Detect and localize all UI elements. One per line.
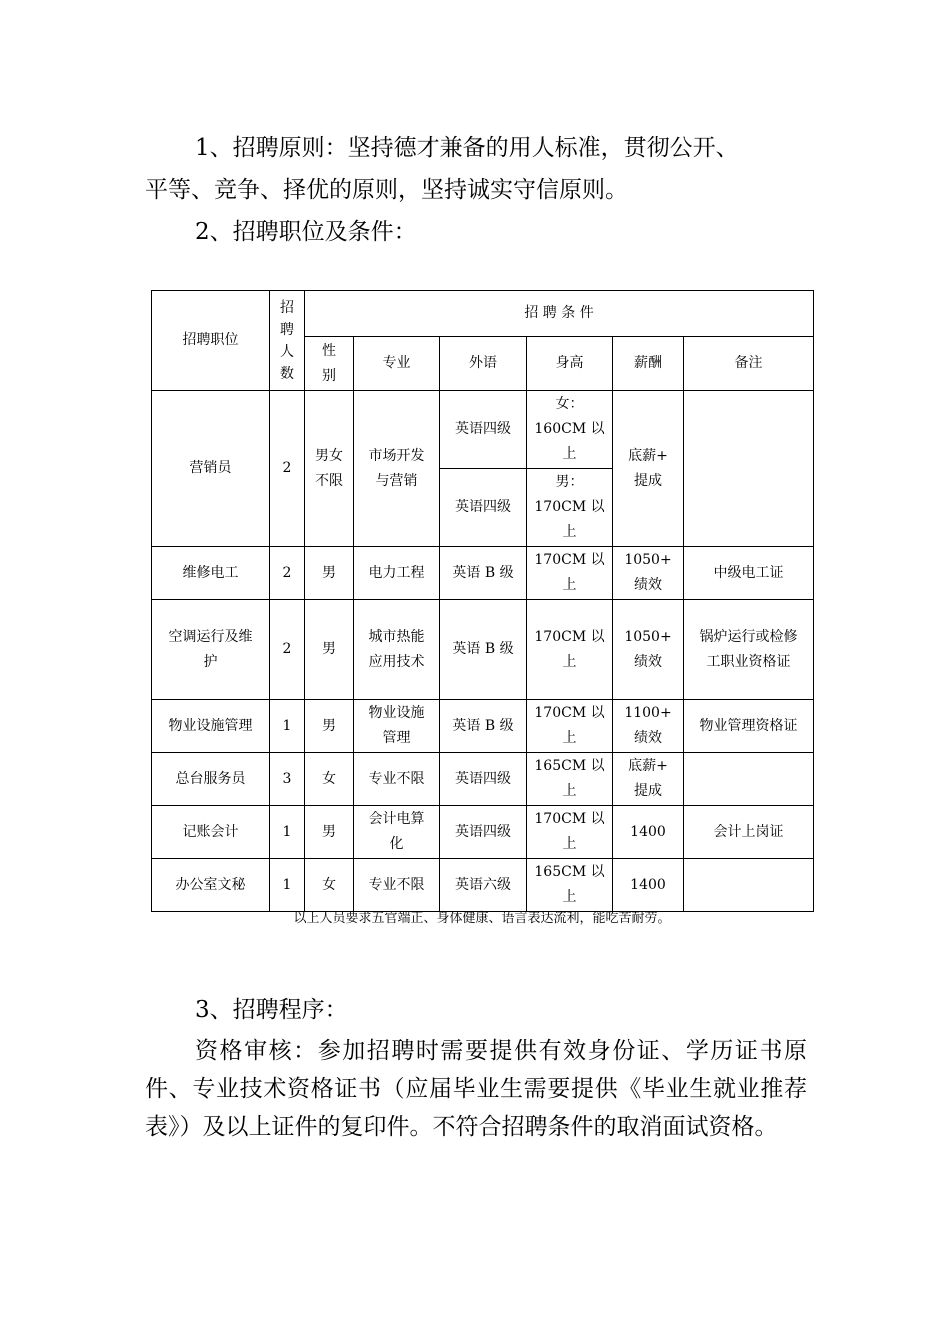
cell-salary: 1050+ 绩效 xyxy=(613,547,684,600)
cell-height: 165CM 以 上 xyxy=(527,753,613,806)
cell-major: 城市热能 应用技术 xyxy=(354,600,440,700)
cell-salary: 1400 xyxy=(613,859,684,912)
cell-language: 英语 B 级 xyxy=(440,600,527,700)
cell-remarks xyxy=(684,859,814,912)
principle-line-2: 平等、竞争、择优的原则，坚持诚实守信原则。 xyxy=(145,177,628,203)
cell-remarks: 会计上岗证 xyxy=(684,806,814,859)
table-row xyxy=(152,547,814,600)
cell-gender: 男女 不限 xyxy=(305,391,354,547)
cell-height: 165CM 以 上 xyxy=(527,859,613,912)
header-gender: 性 别 xyxy=(305,337,354,391)
cell-language: 英语四级 xyxy=(440,806,527,859)
cell-position: 办公室文秘 xyxy=(152,859,270,912)
cell-gender: 男 xyxy=(305,547,354,600)
table-footnote: 以上人员要求五官端正、身体健康、语言表达流利，能吃苦耐劳。 xyxy=(293,911,671,926)
cell-major: 物业设施 管理 xyxy=(354,700,440,753)
cell-height: 170CM 以 上 xyxy=(527,547,613,600)
cell-height: 女： 160CM 以 上 xyxy=(527,391,613,469)
cell-height: 男： 170CM 以 上 xyxy=(527,469,613,547)
cell-salary: 1100+ 绩效 xyxy=(613,700,684,753)
header-count: 招 聘 人 数 xyxy=(270,291,305,391)
cell-gender: 女 xyxy=(305,753,354,806)
header-conditions: 招 聘 条 件 xyxy=(305,291,814,337)
table-row xyxy=(152,859,814,912)
cell-gender: 男 xyxy=(305,600,354,700)
cell-major: 专业不限 xyxy=(354,753,440,806)
table-row xyxy=(152,806,814,859)
cell-remarks xyxy=(684,391,814,547)
cell-gender: 男 xyxy=(305,700,354,753)
cell-position: 总台服务员 xyxy=(152,753,270,806)
cell-height: 170CM 以 上 xyxy=(527,806,613,859)
header-height: 身高 xyxy=(527,337,613,391)
table-header-row xyxy=(152,291,814,337)
cell-language: 英语四级 xyxy=(440,391,527,469)
cell-gender: 女 xyxy=(305,859,354,912)
cell-remarks xyxy=(684,753,814,806)
cell-salary: 底薪+ 提成 xyxy=(613,391,684,547)
header-position: 招聘职位 xyxy=(152,291,270,391)
cell-count: 2 xyxy=(270,600,305,700)
cell-major: 市场开发 与营销 xyxy=(354,391,440,547)
header-remarks: 备注 xyxy=(684,337,814,391)
table-row xyxy=(152,753,814,806)
cell-position: 记账会计 xyxy=(152,806,270,859)
table-row xyxy=(152,391,814,469)
positions-heading: 2、招聘职位及条件： xyxy=(195,219,417,245)
cell-remarks: 锅炉运行或检修 工职业资格证 xyxy=(684,600,814,700)
cell-position: 空调运行及维 护 xyxy=(152,600,270,700)
cell-height: 170CM 以 上 xyxy=(527,600,613,700)
cell-language: 英语 B 级 xyxy=(440,700,527,753)
procedure-heading: 3、招聘程序： xyxy=(195,997,348,1023)
cell-major: 专业不限 xyxy=(354,859,440,912)
cell-count: 2 xyxy=(270,391,305,547)
cell-height: 170CM 以 上 xyxy=(527,700,613,753)
cell-language: 英语四级 xyxy=(440,753,527,806)
cell-gender: 男 xyxy=(305,806,354,859)
table-row xyxy=(152,700,814,753)
cell-major: 电力工程 xyxy=(354,547,440,600)
cell-remarks: 物业管理资格证 xyxy=(684,700,814,753)
cell-language: 英语六级 xyxy=(440,859,527,912)
cell-count: 1 xyxy=(270,859,305,912)
table-row xyxy=(152,600,814,700)
procedure-paragraph: 资格审核：参加招聘时需要提供有效身份证、学历证书原件、专业技术资格证书（应届毕业生需要提供《毕业生就业推荐表》）及以上证件的复印件。不符合招聘条件的取消面试资格。 xyxy=(145,1038,807,1140)
header-major: 专业 xyxy=(354,337,440,391)
cell-language: 英语四级 xyxy=(440,469,527,547)
cell-major: 会计电算 化 xyxy=(354,806,440,859)
cell-remarks: 中级电工证 xyxy=(684,547,814,600)
header-language: 外语 xyxy=(440,337,527,391)
cell-salary: 1400 xyxy=(613,806,684,859)
cell-position: 物业设施管理 xyxy=(152,700,270,753)
header-salary: 薪酬 xyxy=(613,337,684,391)
cell-count: 2 xyxy=(270,547,305,600)
cell-salary: 1050+ 绩效 xyxy=(613,600,684,700)
cell-position: 营销员 xyxy=(152,391,270,547)
recruitment-table xyxy=(151,290,814,912)
cell-count: 1 xyxy=(270,700,305,753)
cell-salary: 底薪+ 提成 xyxy=(613,753,684,806)
cell-position: 维修电工 xyxy=(152,547,270,600)
cell-count: 1 xyxy=(270,806,305,859)
cell-count: 3 xyxy=(270,753,305,806)
principle-line-1: 1、招聘原则：坚持德才兼备的用人标准，贯彻公开、 xyxy=(195,135,739,161)
cell-language: 英语 B 级 xyxy=(440,547,527,600)
